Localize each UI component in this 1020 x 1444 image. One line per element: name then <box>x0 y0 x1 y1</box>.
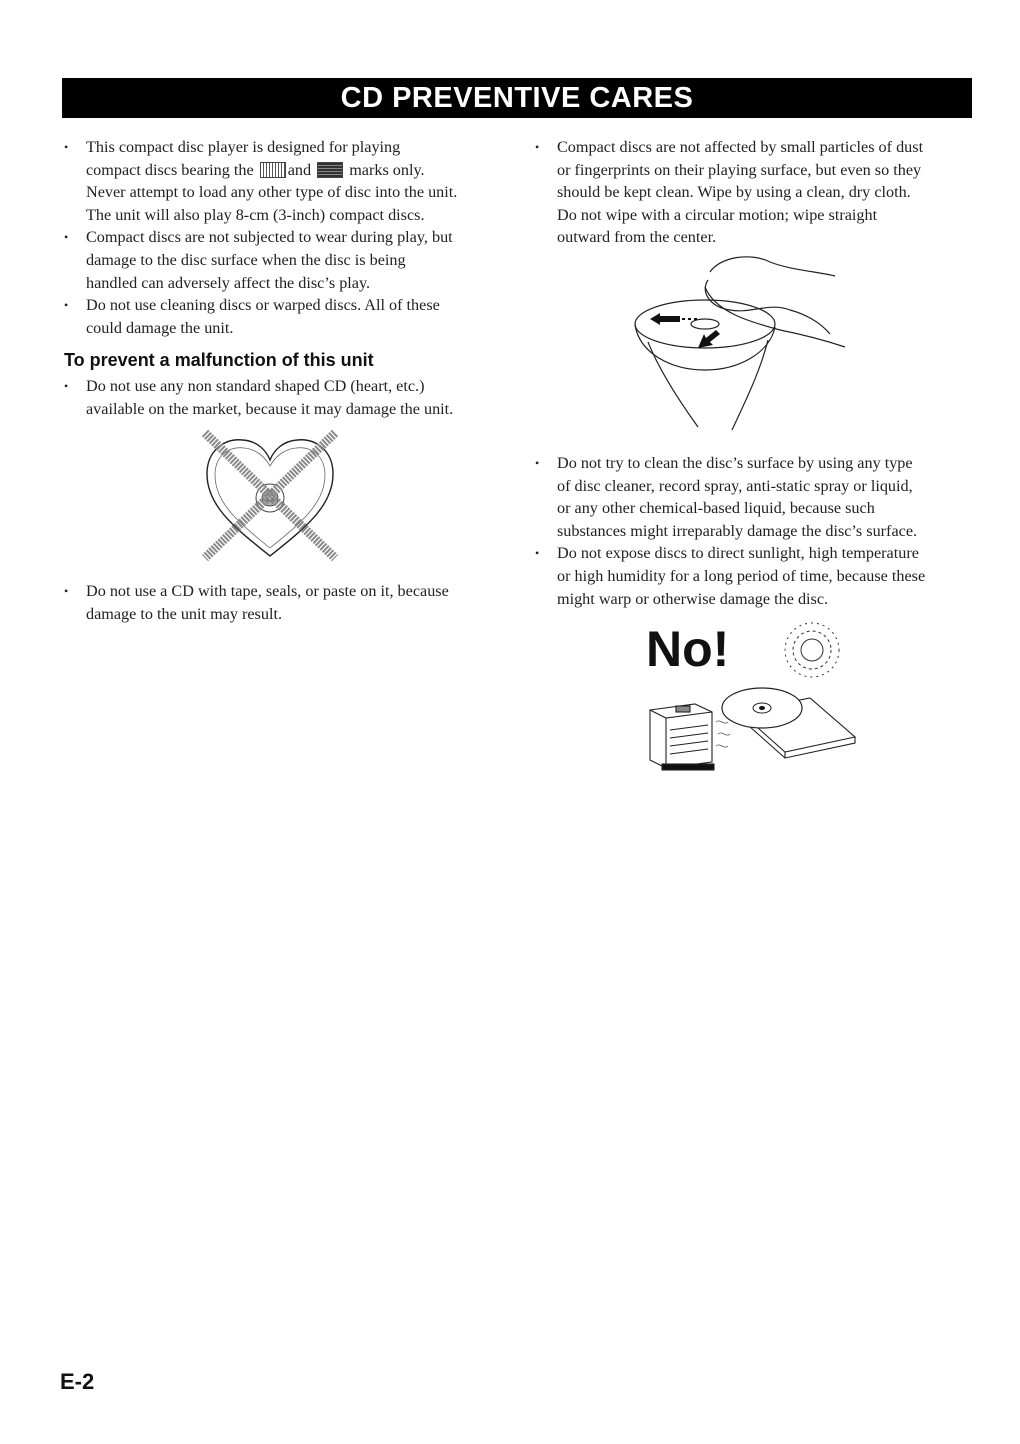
cross-out-icon <box>205 433 335 558</box>
text-line: could damage the unit. <box>86 318 234 337</box>
heater-icon <box>650 704 714 770</box>
text-line: • Do not use a CD with tape, seals, or paste on it, because <box>86 582 449 600</box>
no-warning-label: No! <box>646 621 730 677</box>
heart-cd-crossed-illustration <box>195 428 345 568</box>
section-heading: To prevent a malfunction of this unit <box>64 350 374 371</box>
bullet-cleaning-discs <box>64 294 504 339</box>
text-line: or any other chemical-based liquid, because such <box>557 499 875 518</box>
cloth-icon <box>705 257 845 347</box>
bullet-non-standard-cd <box>64 375 504 420</box>
text-line: • Compact discs are not affected by small particles of dust <box>557 138 924 156</box>
text-line: should be kept clean. Wipe by using a clean, dry cloth. <box>557 183 911 202</box>
bullet-keep-clean <box>535 136 975 249</box>
text-line: or fingerprints on their playing surface, but even so they <box>557 160 922 179</box>
compact-disc-icon <box>722 688 802 728</box>
text-line: Never attempt to load any other type of disc into the unit. <box>86 183 458 202</box>
text-line: damage to the disc surface when the disc is being <box>86 250 406 269</box>
text-line: • Do not expose discs to direct sunlight, high temperature <box>557 544 919 563</box>
text-line: or high humidity for a long period of time, because these <box>557 566 926 585</box>
text-line: of disc cleaner, record spray, anti-static spray or liquid, <box>557 476 913 495</box>
text-line: substances might irreparably damage the disc’s surface. <box>557 521 918 540</box>
page-title: CD PREVENTIVE CARES <box>62 78 972 118</box>
wiping-disc-illustration <box>620 252 855 442</box>
text-line: might warp or otherwise damage the disc. <box>557 589 829 608</box>
sun-icon <box>785 623 839 677</box>
bullet-disc-wear <box>64 226 504 294</box>
no-heat-sunlight-illustration <box>640 612 870 777</box>
text-fragment: marks only. <box>349 160 425 179</box>
compact-disc-text-logo-icon <box>317 162 343 178</box>
bullet-sunlight-heat <box>535 542 975 610</box>
text-line: handled can adversely affect the disc’s play. <box>86 273 371 292</box>
bullet-compatible-discs <box>64 136 504 226</box>
left-column <box>64 136 504 421</box>
text-line: available on the market, because it may damage the unit. <box>86 399 454 418</box>
left-column-lower <box>64 580 504 625</box>
right-column <box>535 136 975 249</box>
page-number: E-2 <box>60 1369 95 1394</box>
text-line: • Do not use any non standard shaped CD (heart, etc.) <box>86 377 425 396</box>
text-line: • Do not use cleaning discs or warped discs. All of these <box>86 296 440 315</box>
text-line: The unit will also play 8-cm (3-inch) compact discs. <box>86 205 425 224</box>
text-fragment: compact discs bearing the <box>86 160 254 179</box>
text-line: • This compact disc player is designed for playing <box>86 138 401 156</box>
text-line: Do not wipe with a circular motion; wipe straight <box>557 205 878 224</box>
text-line: • Do not try to clean the disc’s surface by using any type <box>557 454 913 472</box>
compact-disc-logo-icon <box>260 162 286 178</box>
text-line: • Compact discs are not subjected to wear during play, but <box>86 228 453 247</box>
text-fragment: and <box>287 160 312 179</box>
text-line: damage to the unit may result. <box>86 604 282 623</box>
bullet-tape-seals <box>64 580 504 625</box>
text-line: outward from the center. <box>557 228 717 247</box>
heat-waves-icon <box>716 721 730 747</box>
right-column-lower <box>535 452 975 610</box>
bullet-no-cleaner <box>535 452 975 542</box>
text-line <box>86 159 504 182</box>
